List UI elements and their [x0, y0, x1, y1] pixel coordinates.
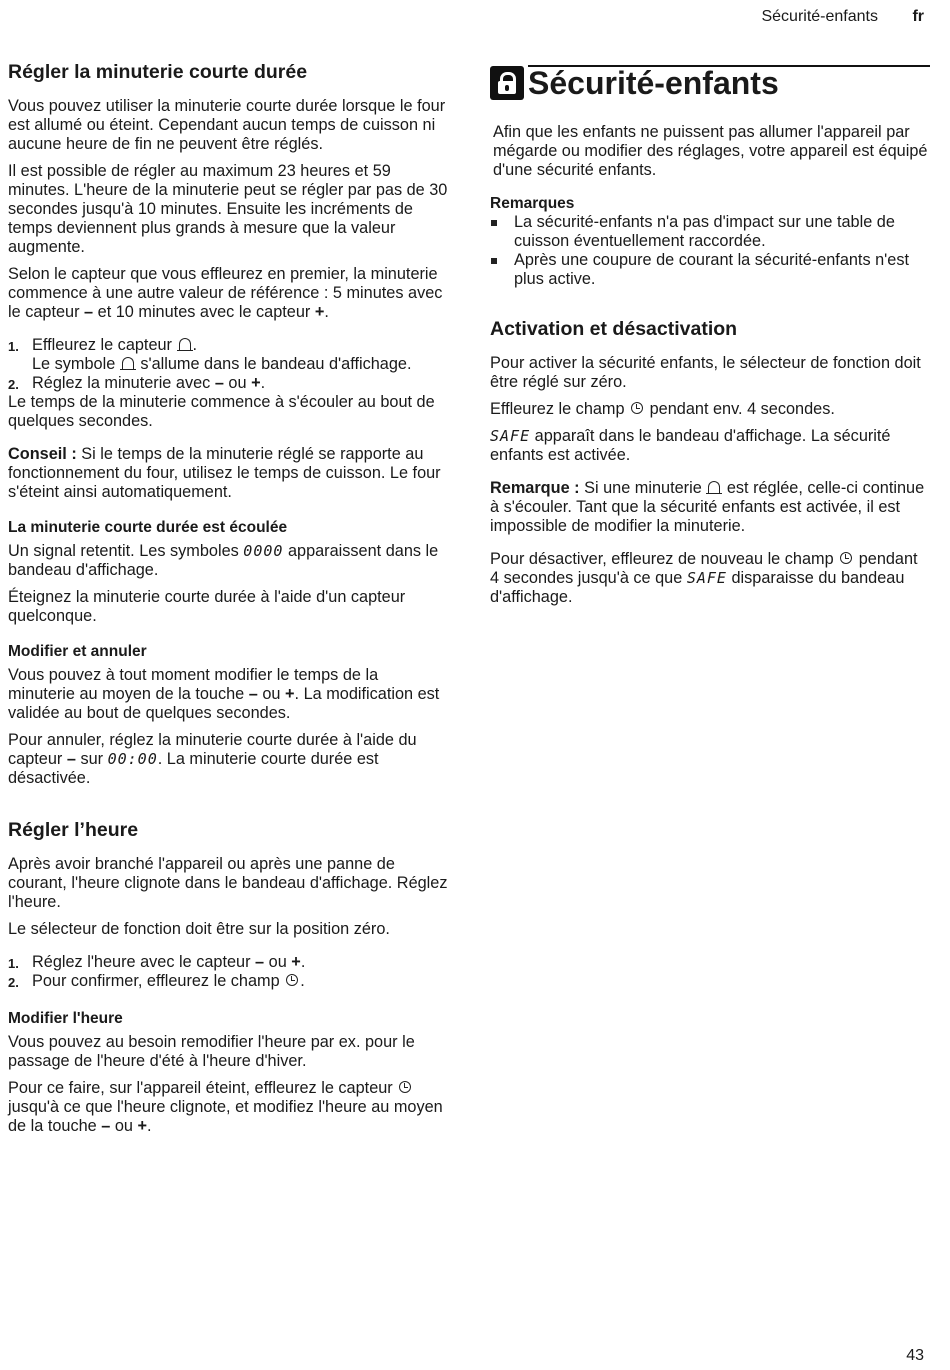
para: Après avoir branché l'appareil ou après une panne de courant, l'heure clignote dans le bandeau d'affichage. Réglez l'heure. — [8, 855, 448, 911]
page-header — [761, 8, 924, 26]
list-item: 1. Effleurez le capteur . Le symbole s'allume dans le bandeau d'affichage. — [8, 336, 412, 373]
right-column — [490, 60, 930, 615]
section-title-block — [490, 60, 930, 104]
steps-list — [8, 953, 448, 991]
note-label: Remarque : — [490, 479, 580, 497]
lock-icon — [490, 66, 524, 100]
bell-icon — [708, 481, 720, 494]
plus-symbol: + — [137, 1117, 148, 1135]
tip: Conseil : Si le temps de la minuterie réglé se rapporte au fonctionnement du four, utilisez le temps de cuisson. Le four s'éteint ainsi automatiquement. — [8, 445, 441, 501]
clock-icon — [631, 402, 643, 414]
para: Il est possible de régler au maximum 23 heures et 59 minutes. L'heure de la minuterie peut se régler par pas de 30 secondes jusqu'à 10 minutes. Ensuite les incréments de temps deviennent plus grands à mesure que la valeur augmente. — [8, 162, 448, 256]
list-item: La sécurité-enfants n'a pas d'impact sur une table de cuisson éventuellement raccordée. — [490, 213, 930, 251]
note: Remarque : Si une minuterie est réglée, celle-ci continue à s'écouler. Tant que la sécurité enfants est activée, il est impossible de modifier la minuterie. — [490, 479, 925, 535]
list-item: 2. Pour confirmer, effleurez le champ . — [8, 972, 305, 990]
steps-list — [8, 336, 448, 393]
heading-modifier-heure: Modifier l'heure — [8, 1010, 123, 1027]
heading-ecoulee: La minuterie courte durée est écoulée — [8, 519, 288, 536]
plus-symbol: + — [314, 303, 325, 321]
list-item: Après une coupure de courant la sécurité-enfants n'est plus active. — [490, 251, 930, 289]
para: Pour ce faire, sur l'appareil éteint, effleurez le capteur jusqu'à ce que l'heure clignote, et modifiez l'heure au moyen de la touche – ou +. — [8, 1079, 443, 1135]
bullet-icon — [491, 220, 497, 226]
display-zero: 0000 — [243, 542, 284, 560]
left-column — [8, 60, 448, 1144]
para: Vous pouvez utiliser la minuterie courte durée lorsque le four est allumé ou éteint. Cependant aucun temps de cuisson ni aucune heure de fin ne peuvent être réglés. — [8, 97, 446, 153]
remarks-list — [490, 213, 930, 289]
heading-modifier: Modifier et annuler — [8, 643, 147, 660]
para: Un signal retentit. Les symboles 0000 apparaissent dans le bandeau d'affichage. — [8, 542, 439, 579]
heading-activation: Activation et désactivation — [490, 318, 738, 340]
para: Pour annuler, réglez la minuterie courte durée à l'aide du capteur – sur 00:00. La minuterie courte durée est désactivée. — [8, 731, 417, 787]
minus-symbol: – — [84, 303, 94, 321]
para: Éteignez la minuterie courte durée à l'aide d'un capteur quelconque. — [8, 588, 406, 625]
heading-remarques: Remarques — [490, 195, 575, 212]
display-safe: SAFE — [490, 427, 531, 445]
para: Selon le capteur que vous effleurez en premier, la minuterie commence à une autre valeur de référence : 5 minutes avec le capteur – et 10 minutes avec le capteur +. — [8, 265, 443, 321]
plus-symbol: + — [291, 953, 301, 971]
minus-symbol: – — [101, 1117, 111, 1135]
para: SAFE apparaît dans le bandeau d'affichage. La sécurité enfants est activée. — [490, 427, 891, 464]
page-title: Sécurité-enfants — [528, 65, 779, 101]
plus-symbol: + — [251, 374, 261, 392]
para: Pour désactiver, effleurez de nouveau le champ pendant 4 secondes jusqu'à ce que SAFE disparaisse du bandeau d'affichage. — [490, 550, 918, 606]
clock-icon — [840, 552, 852, 564]
para: Vous pouvez à tout moment modifier le temps de la minuterie au moyen de la touche – ou +. La modification est validée au bout de quelques secondes. — [8, 666, 440, 722]
clock-icon — [399, 1081, 411, 1093]
minus-symbol: – — [66, 750, 76, 768]
tip-label: Conseil : — [8, 445, 77, 463]
list-item: 2. Réglez la minuterie avec – ou +. — [8, 374, 266, 392]
list-item: 1. Réglez l'heure avec le capteur – ou +. — [8, 953, 306, 971]
bullet-icon — [491, 258, 497, 264]
heading-heure: Régler l’heure — [8, 819, 139, 841]
header-section: Sécurité-enfants — [761, 8, 878, 25]
bell-icon — [179, 338, 191, 351]
display-time: 00:00 — [107, 750, 158, 768]
para: Le sélecteur de fonction doit être sur la position zéro. — [8, 920, 390, 938]
para: Effleurez le champ pendant env. 4 secondes. — [490, 400, 835, 418]
para: Pour activer la sécurité enfants, le sélecteur de fonction doit être réglé sur zéro. — [490, 354, 921, 391]
display-safe: SAFE — [686, 569, 727, 587]
minus-symbol: – — [248, 685, 258, 703]
heading-minuterie: Régler la minuterie courte durée — [8, 61, 308, 83]
page-number: 43 — [906, 1347, 924, 1364]
minus-symbol: – — [214, 374, 224, 392]
para: Afin que les enfants ne puissent pas allumer l'appareil par mégarde ou modifier des réglages, votre appareil est équipé d'une sécurité enfants. — [493, 123, 928, 179]
para: Vous pouvez au besoin remodifier l'heure par ex. pour le passage de l'heure d'été à l'heure d'hiver. — [8, 1033, 415, 1070]
bell-icon — [122, 357, 134, 370]
clock-icon — [286, 974, 298, 986]
minus-symbol: – — [255, 953, 265, 971]
plus-symbol: + — [285, 685, 295, 703]
header-lang: fr — [912, 8, 924, 25]
para: Le temps de la minuterie commence à s'écouler au bout de quelques secondes. — [8, 393, 435, 430]
